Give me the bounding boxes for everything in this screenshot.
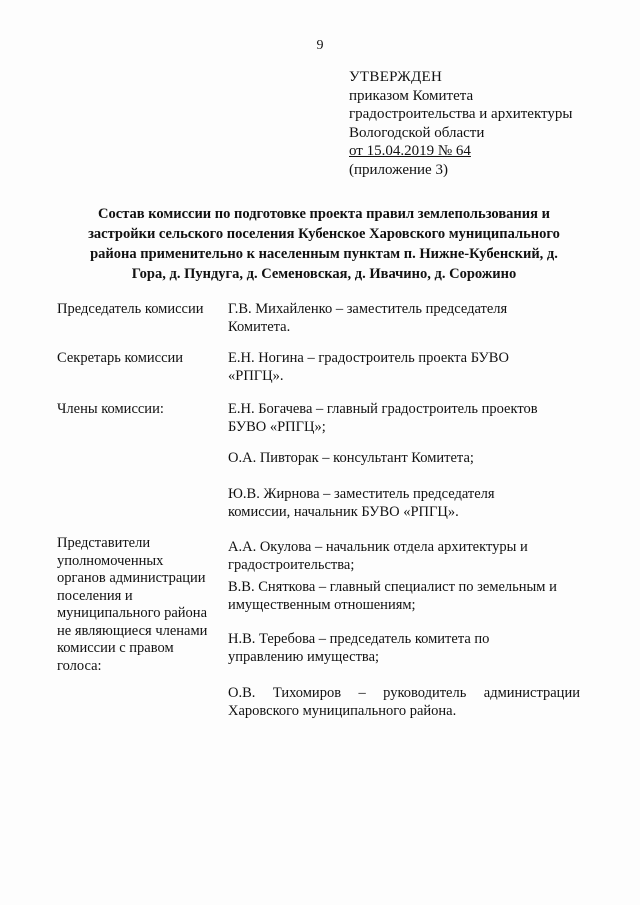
- member-chairman: Г.В. Михайленко – заместитель председателя Комитета.: [228, 301, 508, 335]
- approval-line: приказом Комитета: [349, 87, 474, 104]
- role-secretary: Секретарь комиссии: [57, 350, 184, 366]
- member-2: О.А. Пивторак – консультант Комитета;: [228, 450, 474, 466]
- representative-4: О.В. Тихомиров – руководитель администрации Харовского муниципального района.: [228, 685, 580, 719]
- heading-line: Состав комиссии по подготовке проекта правил землепользования и: [98, 206, 550, 222]
- representative-3: Н.В. Теребова – председатель комитета по управлению имущества;: [228, 631, 490, 665]
- approval-title: УТВЕРЖДЕН: [349, 69, 443, 85]
- approval-line: Вологодской области: [349, 124, 485, 141]
- member-3: Ю.В. Жирнова – заместитель председателя комиссии, начальник БУВО «РПГЦ».: [228, 486, 495, 520]
- approval-line: градостроительства и архитектуры: [349, 106, 573, 122]
- representative-1: А.А. Окулова – начальник отдела архитектуры и градостроительства;: [228, 539, 528, 573]
- member-secretary: Е.Н. Ногина – градостроитель проекта БУВО «РПГЦ».: [228, 350, 509, 384]
- approval-date: от 15.04.2019 № 64: [349, 143, 471, 159]
- heading-line: района применительно к населенным пунктам п. Нижне-Кубенский, д.: [90, 246, 558, 262]
- role-chairman: Председатель комиссии: [57, 301, 204, 317]
- heading-line: застройки сельского поселения Кубенское Харовского муниципального: [88, 226, 560, 242]
- role-members: Члены комиссии:: [57, 401, 164, 417]
- page-number: 9: [316, 38, 324, 53]
- heading-line: Гора, д. Пундуга, д. Семеновская, д. Ивачино, д. Сорожино: [131, 266, 517, 282]
- representative-4-first-line: О.В. Тихомиров – руководитель администрации: [228, 685, 580, 701]
- member-1: Е.Н. Богачева – главный градостроитель проектов БУВО «РПГЦ»;: [228, 401, 538, 435]
- representative-2: В.В. Сняткова – главный специалист по земельным и имущественным отношениям;: [228, 579, 557, 613]
- role-representatives: Представители уполномоченных органов администрации поселения и муниципального района не являющиеся членами комиссии с правом голоса:: [57, 535, 208, 674]
- approval-appendix: (приложение 3): [349, 161, 448, 178]
